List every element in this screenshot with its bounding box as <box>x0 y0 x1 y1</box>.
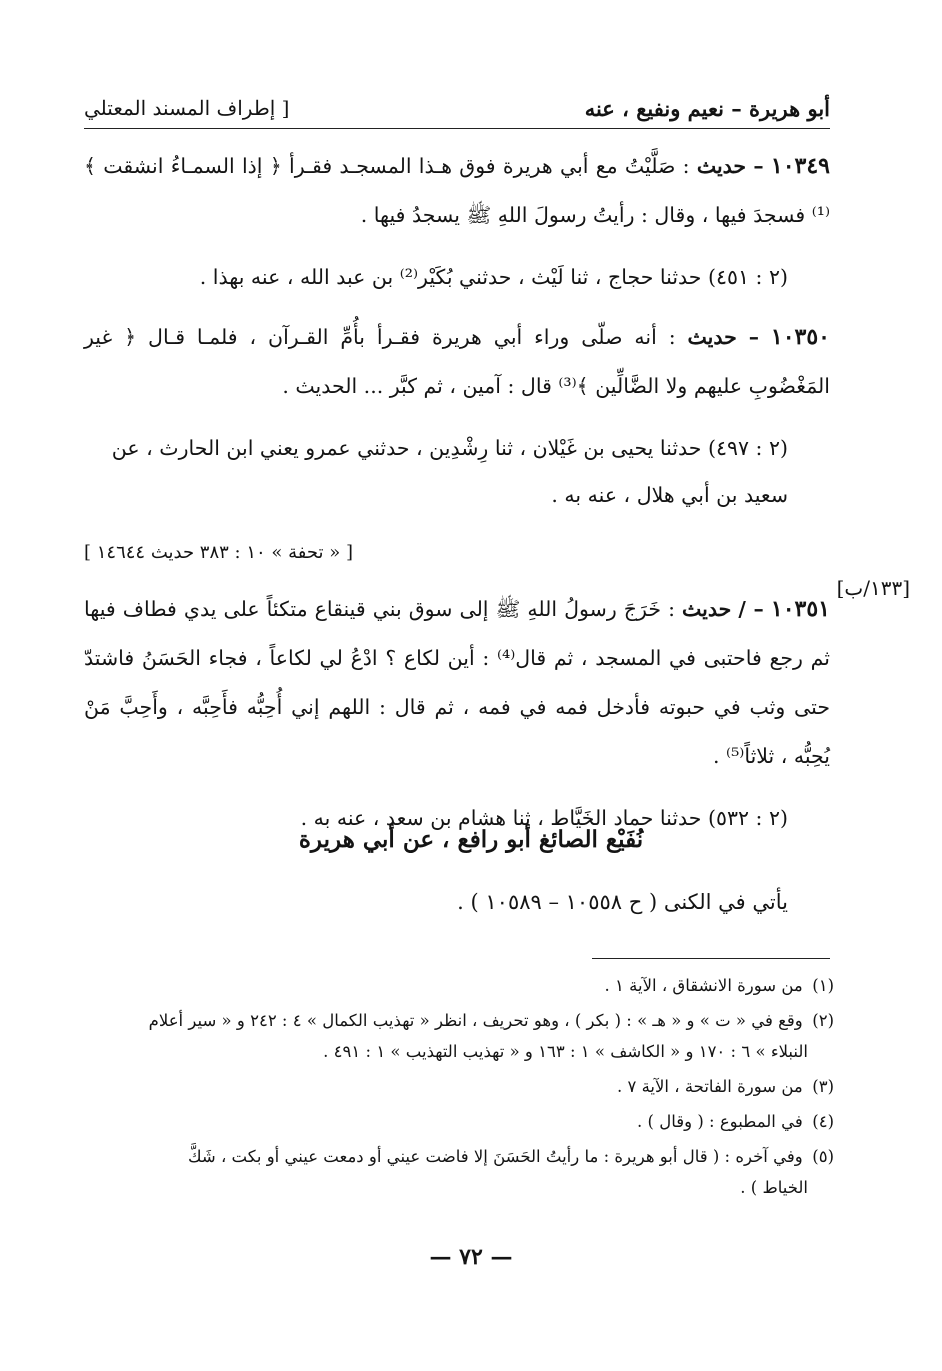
footnote-rule <box>592 958 830 959</box>
main-text <box>84 142 830 842</box>
footnote-label: (١) <box>812 976 834 995</box>
manuscript-folio-note: [١٣٣/ب] <box>836 576 910 600</box>
page-number: — ٧٢ — <box>429 1244 513 1270</box>
footnote <box>84 1071 834 1102</box>
hadith-entry <box>84 585 830 781</box>
header-chapter-title: أبو هريرة – نعيم ونفيع ، عنه <box>584 96 830 121</box>
footnote-label: (٣) <box>812 1077 834 1096</box>
tuhfa-reference: [ « تحفة » ١٠ : ٣٨٣ حديث ١٤٦٤٤ ] <box>84 542 353 563</box>
footnote-label: (٢) <box>812 1011 834 1030</box>
footnote-text: وفي آخره : ( قال أبو هريرة : ما رأيتُ الحَسَنَ إلا فاضت عيني أو دمعت عيني أو بكت ، شَكَّ <box>188 1147 803 1166</box>
hadith-number: ١٠٣٥٠ <box>770 324 830 350</box>
hadith-number: ١٠٣٤٩ <box>770 153 830 179</box>
hadith-dash: – <box>753 154 764 178</box>
footnotes <box>84 970 834 1207</box>
footnote-label: (٤) <box>812 1112 834 1131</box>
hadith-keyword: حديث <box>682 597 732 621</box>
hadith-keyword: حديث <box>696 154 747 178</box>
hadith-keyword: حديث <box>687 325 737 349</box>
hadith-entry <box>84 313 830 411</box>
hadith-text: : صَلَّيْتُ مع أبي هريرة فوق هـذا المسجـد فقـرأ ﴿ إذا السمـاءُ انشقت ﴾⁽¹⁾ فسجدَ فيها ، وقال : رأيتُ رسولَ اللهِ ﷺ يسجدُ فيها . <box>84 154 830 227</box>
footnote <box>84 1005 834 1067</box>
running-header <box>84 96 830 126</box>
cross-reference: يأتي في الكنى ( ح ١٠٥٥٨ – ١٠٥٨٩ ) . <box>457 890 788 914</box>
footnote-text: وقع في « ت » و « هـ » : ( بكر ) ، وهو تحريف ، انظر « تهذيب الكمال » ٤ : ٢٤٢ و « سير أعلام <box>148 1011 803 1030</box>
footnote-label: (٥) <box>812 1147 834 1166</box>
hadith-source: (٢ : ٤٩٧) حدثنا يحيى بن غَيْلان ، ثنا رِشْدِين ، حدثني عمرو يعني ابن الحارث ، عن سعيد بن أبي هلال ، عنه به . <box>111 436 788 507</box>
footnote-text: في المطبوع : ( وقال ) . <box>637 1112 803 1131</box>
header-rule <box>84 128 830 129</box>
footnote <box>84 970 834 1001</box>
hadith-dash: – <box>748 325 759 349</box>
footnote-text: من سورة الانشقاق ، الآية ١ . <box>604 976 803 995</box>
header-book-title: [ إطراف المسند المعتلي <box>84 96 290 120</box>
hadith-source: (٢ : ٤٥١) حدثنا حجاج ، ثنا لَيْث ، حدثني بُكَيْر⁽²⁾ بن عبد الله ، عنه بهذا . <box>199 265 788 289</box>
footnote <box>84 1141 834 1203</box>
footnote-continuation: الخياط ) . <box>740 1178 808 1197</box>
hadith-text: : خَرَجَ رسولُ اللهِ ﷺ إلى سوق بني قينقاع متكئاً على يدي فطاف فيها ثم رجع فاحتبى في المسجد ، ثم قال⁽⁴⁾ : أين لكاع ؟ ادْعُ لي لكاعاً ، فجاء الحَسَنُ فاشتدّ حتى وثب في حبوته فأدخل فمه في فمه ، ثم قال : اللهم إني أُحِبُّه فأَحِبَّه ، وأَحِبَّ مَنْ يُحِبُّه ، ثلاثاً⁽⁵⁾ . <box>84 597 830 768</box>
footnote-continuation: النبلاء » ٦ : ١٧٠ و « الكاشف » ١ : ١٦٣ و « تهذيب التهذيب » ١ : ٤٩١ . <box>323 1042 808 1061</box>
footnote-text: من سورة الفاتحة ، الآية ٧ . <box>616 1077 803 1096</box>
hadith-number: ١٠٣٥١ <box>770 596 830 622</box>
hadith-source: (٢ : ٥٣٢) حدثنا حماد الخَيَّاط ، ثنا هشام بن سعد ، عنه به . <box>300 806 788 830</box>
section-title: نُفَيْع الصائغ أبو رافع ، عن أبي هريرة <box>298 826 644 853</box>
hadith-dash: – / <box>738 597 764 621</box>
footnote <box>84 1106 834 1137</box>
hadith-text: : أنه صلّى وراء أبي هريرة فقـرأ بأُمِّ القـرآن ، فلمـا قـال ﴿ غير المَغْضُوبِ عليهم ولا الضَّالِّين ﴾⁽³⁾ قال : آمين ، ثم كبَّر ... الحديث . <box>84 325 830 398</box>
hadith-entry <box>84 142 830 240</box>
